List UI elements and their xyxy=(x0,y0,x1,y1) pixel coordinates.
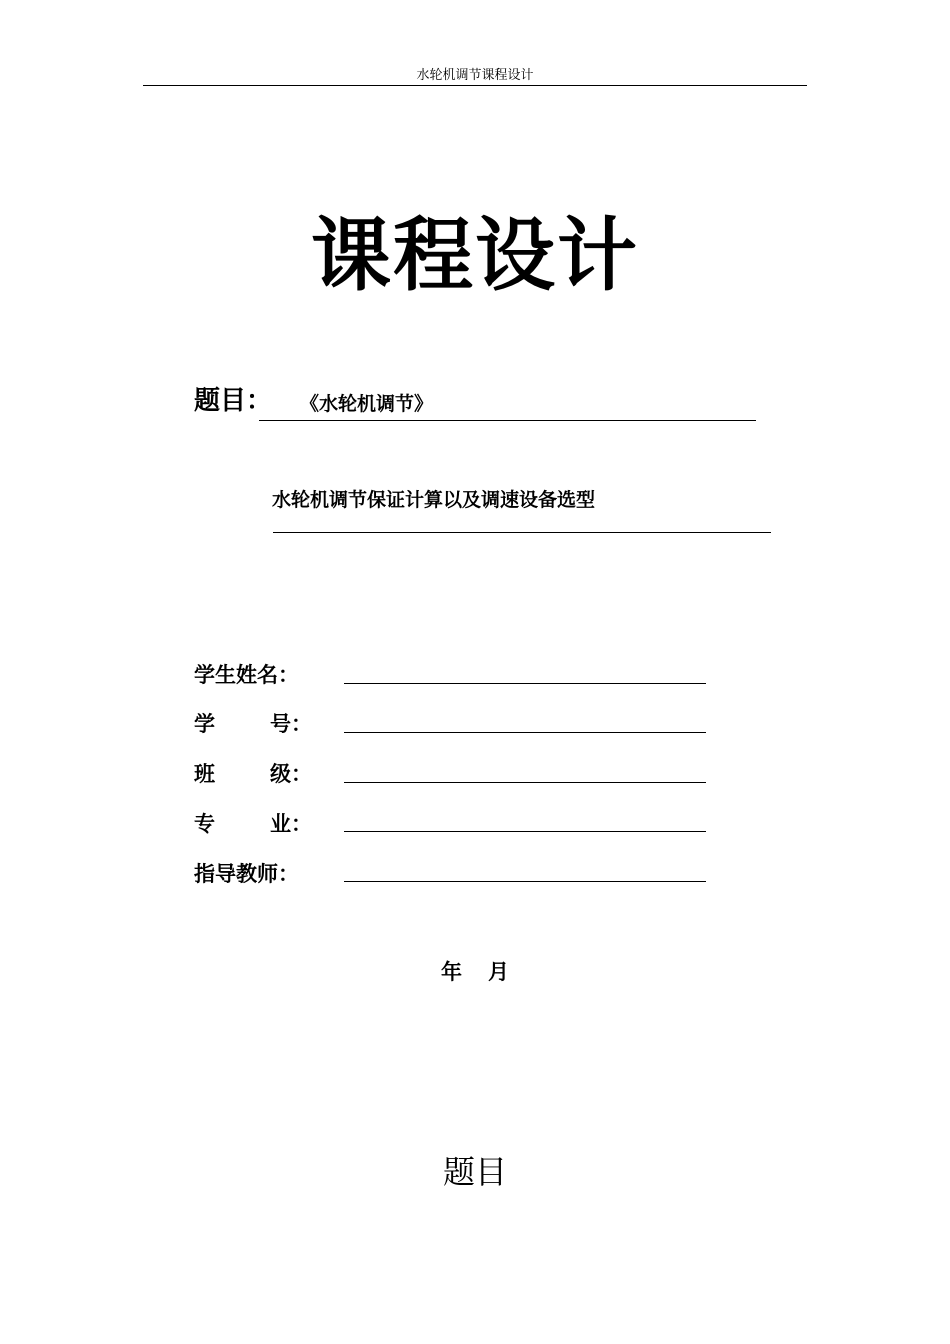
student-name-label: 学生姓名： xyxy=(194,662,299,687)
student-id-field[interactable] xyxy=(344,732,706,733)
class-field[interactable] xyxy=(344,782,706,783)
year-label: 年 xyxy=(441,959,462,984)
class-label-right: 级： xyxy=(270,761,312,786)
student-id-label-left: 学 xyxy=(194,711,215,736)
student-name-field[interactable] xyxy=(344,683,706,684)
major-field[interactable] xyxy=(344,831,706,832)
topic-label: 题目： xyxy=(194,386,273,416)
topic-subtitle: 水轮机调节保证计算以及调速设备选型 xyxy=(272,489,596,511)
major-label xyxy=(194,810,312,838)
student-id-label-right: 号： xyxy=(270,711,312,736)
major-label-left: 专 xyxy=(194,811,215,836)
topic-value xyxy=(300,391,433,417)
month-label: 月 xyxy=(488,959,509,984)
topic-underline xyxy=(259,420,756,421)
class-label xyxy=(194,760,312,788)
topic-value-close: 》 xyxy=(414,393,434,415)
class-label-left: 班 xyxy=(194,761,215,786)
date-line xyxy=(0,958,950,986)
running-header: 水轮机调节课程设计 xyxy=(416,68,534,83)
header-rule xyxy=(143,85,807,86)
major-label-right: 业： xyxy=(270,811,312,836)
cover-main-title: 课程设计 xyxy=(311,208,639,302)
advisor-label: 指导教师： xyxy=(194,861,299,886)
section-title: 题目 xyxy=(442,1153,507,1191)
topic-value-text: 《水轮机调节 xyxy=(300,393,415,415)
student-id-label xyxy=(194,710,312,738)
subtitle-underline xyxy=(273,532,771,533)
advisor-field[interactable] xyxy=(344,881,706,882)
